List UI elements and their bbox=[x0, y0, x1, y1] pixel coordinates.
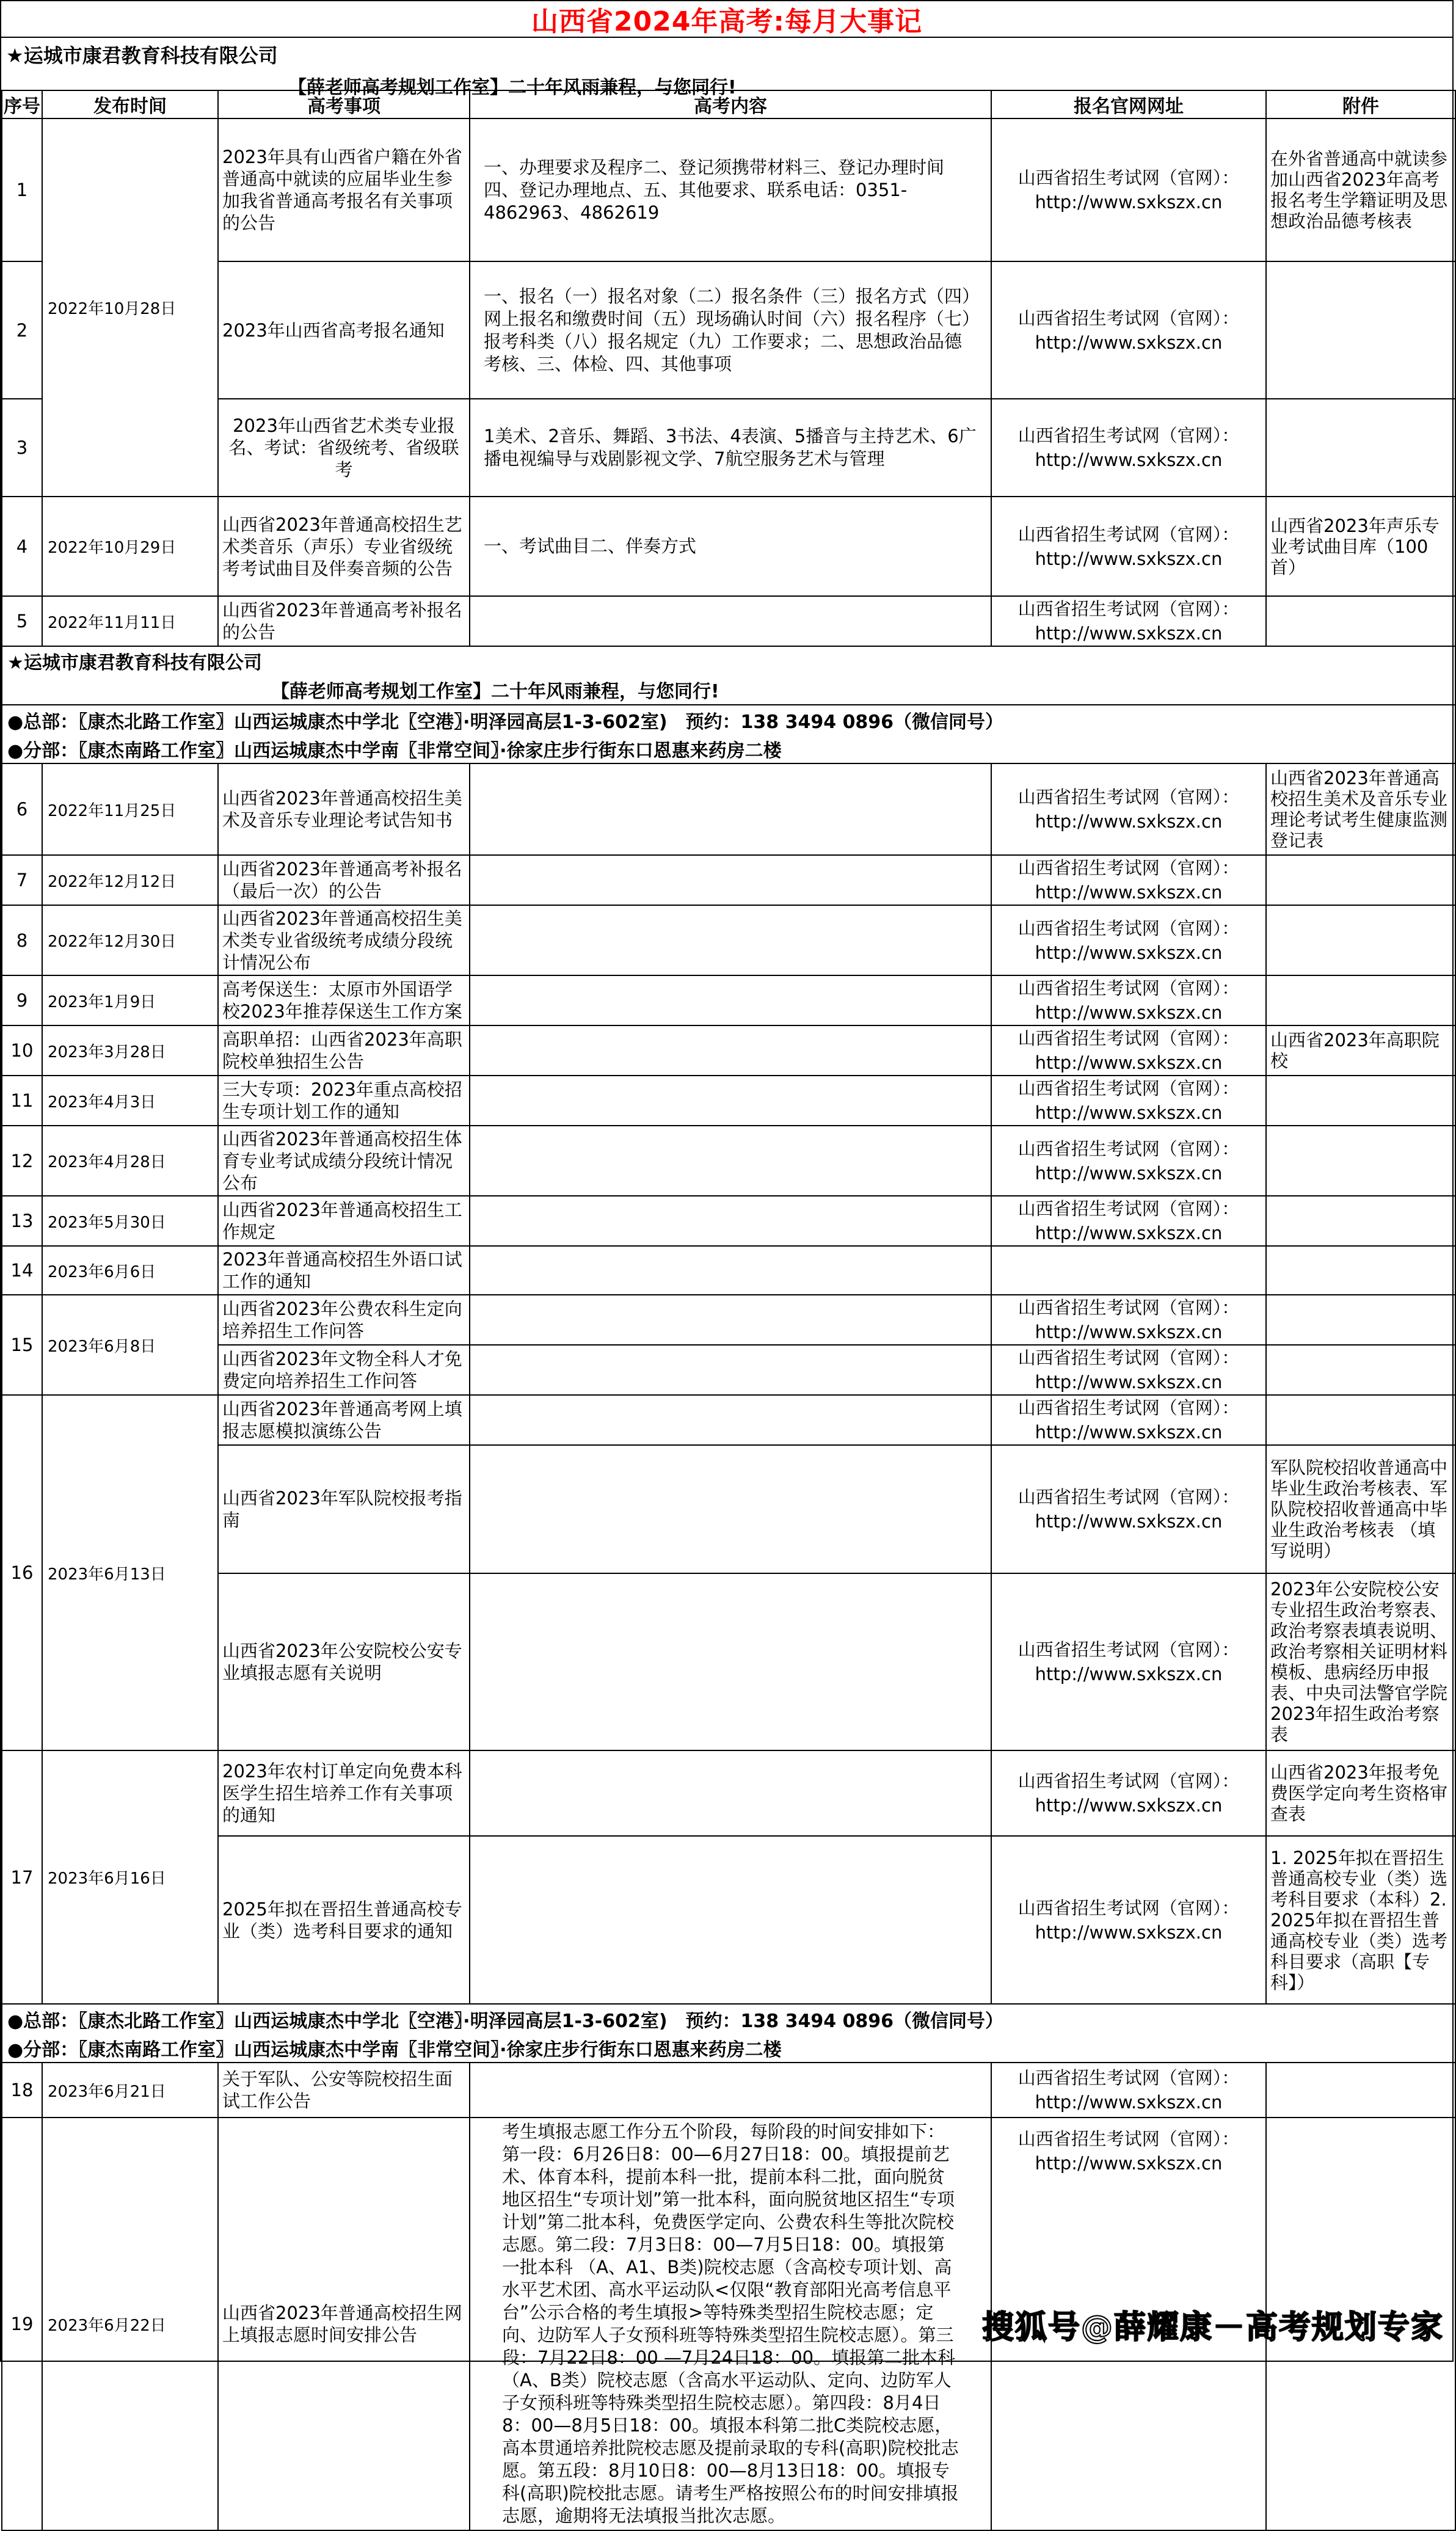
site-name: 山西省招生考试网（官网）： bbox=[1017, 1487, 1240, 1507]
row-no: 8 bbox=[2, 905, 42, 975]
site-cell bbox=[991, 1395, 1266, 1445]
exam-item: 山西省2023年普通高校招生美术及音乐专业理论考试告知书 bbox=[218, 763, 470, 855]
site-url: http://www.sxkszx.cn bbox=[1035, 548, 1223, 569]
col-header-date: 发布时间 bbox=[42, 90, 218, 118]
publish-date: 2023年4月28日 bbox=[42, 1126, 218, 1196]
exam-content bbox=[470, 855, 991, 905]
table-row bbox=[2, 1836, 1455, 2004]
publish-date: 2023年6月22日 bbox=[42, 2118, 218, 2530]
site-cell bbox=[991, 1025, 1266, 1076]
publish-date: 2022年11月11日 bbox=[42, 596, 218, 646]
site-name: 山西省招生考试网（官网）： bbox=[1017, 1347, 1240, 1368]
row-no: 14 bbox=[2, 1246, 42, 1295]
site-url: http://www.sxkszx.cn bbox=[1035, 1162, 1223, 1184]
site-url: http://www.sxkszx.cn bbox=[1035, 450, 1223, 470]
exam-item: 关于军队、公安等院校招生面试工作公告 bbox=[218, 2063, 470, 2118]
banner-row bbox=[2, 2004, 1455, 2063]
attachment: 军队院校招收普通高中毕业生政治考核表、军队院校招收普通高中毕业生政治考核表 （填写说明） bbox=[1266, 1445, 1455, 1573]
exam-item: 三大专项：2023年重点高校招生专项计划工作的通知 bbox=[218, 1076, 470, 1126]
site-cell bbox=[991, 1573, 1266, 1750]
row-no: 19 bbox=[2, 2118, 42, 2530]
site-cell-empty bbox=[991, 1246, 1266, 1295]
exam-item: 山西省2023年军队院校报考指南 bbox=[218, 1445, 470, 1573]
attachment bbox=[1266, 261, 1455, 399]
site-cell bbox=[991, 1196, 1266, 1246]
row-no: 3 bbox=[2, 399, 42, 497]
exam-content bbox=[470, 1836, 991, 2004]
site-cell bbox=[991, 1295, 1266, 1345]
site-cell bbox=[991, 1445, 1266, 1573]
site-cell bbox=[991, 855, 1266, 905]
exam-content: 1美术、2音乐、舞蹈、3书法、4表演、5播音与主持艺术、6广播电视编导与戏剧影视文学、7航空服务艺术与管理 bbox=[470, 399, 991, 497]
col-header-site: 报名官网网址 bbox=[991, 90, 1266, 118]
exam-content bbox=[470, 1295, 991, 1345]
publish-date: 2023年6月8日 bbox=[42, 1295, 218, 1395]
attachment: 山西省2023年声乐专业考试曲目库（100首） bbox=[1266, 497, 1455, 596]
row-no: 10 bbox=[2, 1025, 42, 1076]
site-name: 山西省招生考试网（官网）： bbox=[1017, 307, 1240, 329]
site-name: 山西省招生考试网（官网）： bbox=[1017, 167, 1240, 188]
exam-item: 山西省2023年普通高校招生美术类专业省级统考成绩分段统计情况公布 bbox=[218, 905, 470, 975]
exam-content bbox=[470, 1126, 991, 1196]
exam-item: 山西省2023年公安院校公安专业填报志愿有关说明 bbox=[218, 1573, 470, 1750]
exam-content bbox=[470, 1345, 991, 1395]
site-cell bbox=[991, 905, 1266, 975]
row-no: 1 bbox=[2, 118, 42, 261]
site-name: 山西省招生考试网（官网）： bbox=[1017, 599, 1240, 619]
header-row bbox=[2, 90, 1455, 118]
site-cell bbox=[991, 975, 1266, 1025]
site-cell bbox=[991, 1836, 1266, 2004]
exam-item: 山西省2023年普通高考网上填报志愿模拟演练公告 bbox=[218, 1395, 470, 1445]
site-url: http://www.sxkszx.cn bbox=[1035, 1921, 1223, 1943]
company-name: ★运城市康君教育科技有限公司 bbox=[6, 44, 278, 67]
site-name: 山西省招生考试网（官网）： bbox=[1017, 1078, 1240, 1099]
site-name: 山西省招生考试网（官网）： bbox=[1017, 917, 1240, 939]
mid-banner bbox=[2, 646, 1455, 763]
attachment: 1. 2025年拟在晋招生普通高校专业（类）选考科目要求（本科）2. 2025年拟在晋招生普通高校专业（类）选考科目要求（高职【专科】） bbox=[1266, 1836, 1455, 2004]
exam-item: 2023年具有山西省户籍在外省普通高中就读的应届毕业生参加我省普通高考报名有关事项的公告 bbox=[218, 118, 470, 261]
banner-row bbox=[2, 646, 1455, 763]
exam-content bbox=[470, 1246, 991, 1295]
exam-content bbox=[470, 763, 991, 855]
row-no: 13 bbox=[2, 1196, 42, 1246]
exam-content bbox=[470, 1445, 991, 1573]
publish-date: 2022年12月12日 bbox=[42, 855, 218, 905]
publish-date: 2023年3月28日 bbox=[42, 1025, 218, 1076]
company-name: ★运城市康君教育科技有限公司 bbox=[7, 652, 262, 674]
site-url: http://www.sxkszx.cn bbox=[1035, 1664, 1223, 1684]
workshop-slogan: 【薛老师高考规划工作室】二十年风雨兼程，与您同行! bbox=[2, 675, 1455, 705]
site-cell bbox=[991, 1345, 1266, 1395]
publish-date: 2022年11月25日 bbox=[42, 763, 218, 855]
site-name: 山西省招生考试网（官网）： bbox=[1017, 1639, 1240, 1660]
publish-date: 2023年5月30日 bbox=[42, 1196, 218, 1246]
exam-item: 山西省2023年普通高考补报名（最后一次）的公告 bbox=[218, 855, 470, 905]
exam-item: 山西省2023年普通高校招生工作规定 bbox=[218, 1196, 470, 1246]
site-name: 山西省招生考试网（官网）： bbox=[1017, 1897, 1240, 1918]
row-no: 12 bbox=[2, 1126, 42, 1196]
site-cell bbox=[991, 2063, 1266, 2118]
site-url: http://www.sxkszx.cn bbox=[1035, 2153, 1223, 2174]
site-cell bbox=[991, 118, 1266, 261]
row-no: 7 bbox=[2, 855, 42, 905]
attachment bbox=[1266, 399, 1455, 497]
exam-item: 山西省2023年文物全科人才免费定向培养招生工作问答 bbox=[218, 1345, 470, 1395]
attachment bbox=[1266, 855, 1455, 905]
attachment bbox=[1266, 1126, 1455, 1196]
banner-hq: ●总部：〖康杰北路工作室〗山西运城康杰中学北〖空港〗·明泽园高层1-3-602室) 预约：138 3494 0896（微信同号） bbox=[7, 2011, 1004, 2032]
site-url: http://www.sxkszx.cn bbox=[1035, 811, 1223, 832]
table-row bbox=[2, 261, 1455, 399]
exam-item: 高职单招：山西省2023年高职院校单独招生公告 bbox=[218, 1025, 470, 1076]
site-name: 山西省招生考试网（官网）： bbox=[1017, 1771, 1240, 1791]
site-url: http://www.sxkszx.cn bbox=[1035, 1795, 1223, 1816]
row-no: 5 bbox=[2, 596, 42, 646]
table-row bbox=[2, 1295, 1455, 1345]
exam-item: 山西省2023年普通高校招生体育专业考试成绩分段统计情况公布 bbox=[218, 1126, 470, 1196]
attachment bbox=[1266, 1345, 1455, 1395]
exam-content bbox=[470, 1196, 991, 1246]
exam-content: 考生填报志愿工作分五个阶段，每阶段的时间安排如下：第一段：6月26日8：00—6月27日18：00。填报提前艺术、体育本科，提前本科一批，提前本科二批，面向脱贫地区招生“专项计划”第一批本科，面向脱贫地区招生“专项计划”第二批本科，免费医学定向、公费农科生等批次院校志愿。第二段：7月3日8：00—7月5日18：00。填报第一批本科 （A、A1、B类)院校志愿（含高校专项计划、高水平艺术团、高水平运动队<仅限“教育部阳光高考信息平台”公示合格的考生填报>等特殊类型招生院校志愿；定向、边防军人子女预科班等特殊类型招生院校志愿）。第三段：7月22日8：00 —7月24日18：00。填报第二批本科（A、B类）院校志愿（含高水平运动队、定向、边防军人子女预科班等特殊类型招生院校志愿）。第四段：8月4日8：00—8月5日18：00。填报本科第二批C类院校志愿，高本贯通培养批院校志愿及提前录取的专科(高职)院校批志愿。第五段：8月10日8：00—8月13日18：00。填报专科(高职)院校批志愿。请考生严格按照公布的时间安排填报志愿，逾期将无法填报当批次志愿。 bbox=[470, 2118, 991, 2530]
site-url: http://www.sxkszx.cn bbox=[1035, 1223, 1223, 1244]
site-url: http://www.sxkszx.cn bbox=[1035, 1102, 1223, 1123]
banner-branch: ●分部：〖康杰南路工作室〗山西运城康杰中学南〖非常空间〗·徐家庄步行街东口恩惠来药房二楼 bbox=[7, 2039, 782, 2061]
site-cell bbox=[991, 261, 1266, 399]
table-row bbox=[2, 2063, 1455, 2118]
row-no: 17 bbox=[2, 1750, 42, 2004]
exam-item: 山西省2023年普通高校招生艺术类音乐（声乐）专业省级统考考试曲目及伴奏音频的公告 bbox=[218, 497, 470, 596]
publish-date: 2022年10月29日 bbox=[42, 497, 218, 596]
exam-item: 2023年山西省高考报名通知 bbox=[218, 261, 470, 399]
attachment: 山西省2023年报考免费医学定向考生资格审查表 bbox=[1266, 1750, 1455, 1836]
table-row bbox=[2, 399, 1455, 497]
workshop-slogan: 【薛老师高考规划工作室】二十年风雨兼程，与您同行! bbox=[288, 77, 737, 98]
publish-date: 2022年12月30日 bbox=[42, 905, 218, 975]
attachment bbox=[1266, 596, 1455, 646]
col-header-no: 序号 bbox=[2, 90, 42, 118]
table-row bbox=[2, 1750, 1455, 1836]
exam-item: 山西省2023年普通高校招生网上填报志愿时间安排公告 bbox=[218, 2118, 470, 2530]
exam-content bbox=[470, 975, 991, 1025]
site-name: 山西省招生考试网（官网）： bbox=[1017, 1198, 1240, 1219]
site-name: 山西省招生考试网（官网）： bbox=[1017, 1297, 1240, 1318]
bottom-banner bbox=[2, 2004, 1455, 2063]
site-cell bbox=[991, 1126, 1266, 1196]
site-name: 山西省招生考试网（官网）： bbox=[1017, 425, 1240, 446]
attachment: 在外省普通高中就读参加山西省2023年高考报名考生学籍证明及思想政治品德考核表 bbox=[1266, 118, 1455, 261]
row-no: 4 bbox=[2, 497, 42, 596]
site-cell bbox=[991, 596, 1266, 646]
table-row bbox=[2, 1345, 1455, 1395]
row-no: 16 bbox=[2, 1395, 42, 1750]
attachment bbox=[1266, 905, 1455, 975]
exam-item: 高考保送生：太原市外国语学校2023年推荐保送生工作方案 bbox=[218, 975, 470, 1025]
publish-date: 2023年6月13日 bbox=[42, 1395, 218, 1750]
site-url: http://www.sxkszx.cn bbox=[1035, 1511, 1223, 1532]
attachment bbox=[1266, 2063, 1455, 2118]
site-name: 山西省招生考试网（官网）： bbox=[1017, 858, 1240, 878]
table-row bbox=[2, 118, 1455, 261]
site-name: 山西省招生考试网（官网）： bbox=[1017, 978, 1240, 999]
attachment: 2023年公安院校公安专业招生政治考察表、政治考察表填表说明、政治考察相关证明材料模板、患病经历申报表、中央司法警官学院2023年招生政治考察表 bbox=[1266, 1573, 1455, 1750]
table-row bbox=[2, 1126, 1455, 1196]
attachment bbox=[1266, 975, 1455, 1025]
site-url: http://www.sxkszx.cn bbox=[1035, 1422, 1223, 1443]
site-cell bbox=[991, 1750, 1266, 1836]
site-name: 山西省招生考试网（官网）： bbox=[1017, 1028, 1240, 1049]
row-no: 6 bbox=[2, 763, 42, 855]
publish-date: 2023年6月21日 bbox=[42, 2063, 218, 2118]
exam-item: 山西省2023年公费农科生定向培养招生工作问答 bbox=[218, 1295, 470, 1345]
exam-content bbox=[470, 1025, 991, 1076]
site-cell bbox=[991, 1076, 1266, 1126]
table-row bbox=[2, 763, 1455, 855]
table-row bbox=[2, 1395, 1455, 1445]
exam-content: 一、报名（一）报名对象（二）报名条件（三）报名方式（四）网上报名和缴费时间（五）现场确认时间（六）报名程序（七）报考科类（八）报名规定（九）工作要求；二、思想政治品德考核、三、体检、四、其他事项 bbox=[470, 261, 991, 399]
exam-item: 2025年拟在晋招生普通高校专业（类）选考科目要求的通知 bbox=[218, 1836, 470, 2004]
exam-content bbox=[470, 1395, 991, 1445]
site-url: http://www.sxkszx.cn bbox=[1035, 1052, 1223, 1073]
publish-date: 2023年4月3日 bbox=[42, 1076, 218, 1126]
attachment bbox=[1266, 1395, 1455, 1445]
col-header-attach: 附件 bbox=[1266, 90, 1455, 118]
table-row bbox=[2, 1196, 1455, 1246]
exam-item: 2023年农村订单定向免费本科医学生招生培养工作有关事项的通知 bbox=[218, 1750, 470, 1836]
table-row bbox=[2, 596, 1455, 646]
table-row bbox=[2, 1076, 1455, 1126]
page-title-bar bbox=[1, 1, 1452, 38]
exam-content bbox=[470, 1573, 991, 1750]
table-row bbox=[2, 975, 1455, 1025]
site-name: 山西省招生考试网（官网）： bbox=[1017, 2067, 1240, 2088]
site-url: http://www.sxkszx.cn bbox=[1035, 882, 1223, 903]
page-title: 山西省2024年高考:每月大事记 bbox=[531, 6, 923, 37]
attachment bbox=[1266, 1246, 1455, 1295]
row-no: 15 bbox=[2, 1295, 42, 1395]
exam-content: 一、办理要求及程序二、登记须携带材料三、登记办理时间四、登记办理地点、五、其他要求、联系电话：0351-4862963、4862619 bbox=[470, 118, 991, 261]
site-url: http://www.sxkszx.cn bbox=[1035, 332, 1223, 353]
attachment: 山西省2023年高职院校 bbox=[1266, 1025, 1455, 1076]
exam-content bbox=[470, 1076, 991, 1126]
site-name: 山西省招生考试网（官网）： bbox=[1017, 1397, 1240, 1418]
row-no: 2 bbox=[2, 261, 42, 399]
table-row bbox=[2, 1573, 1455, 1750]
publish-date: 2023年6月16日 bbox=[42, 1750, 218, 2004]
preheader bbox=[1, 38, 1452, 98]
site-cell bbox=[991, 763, 1266, 855]
row-no: 11 bbox=[2, 1076, 42, 1126]
publish-date: 2022年10月28日 bbox=[42, 118, 218, 497]
site-name: 山西省招生考试网（官网）： bbox=[1017, 523, 1240, 545]
row-no: 9 bbox=[2, 975, 42, 1025]
attachment bbox=[1266, 1295, 1455, 1345]
table-row bbox=[2, 497, 1455, 596]
exam-content bbox=[470, 1750, 991, 1836]
col-header-content: 高考内容 bbox=[470, 90, 991, 118]
banner-hq: ●总部：〖康杰北路工作室〗山西运城康杰中学北〖空港〗·明泽园高层1-3-602室) 预约：138 3494 0896（微信同号） bbox=[7, 712, 1004, 733]
site-cell bbox=[991, 497, 1266, 596]
site-url: http://www.sxkszx.cn bbox=[1035, 1372, 1223, 1393]
site-url: http://www.sxkszx.cn bbox=[1035, 1002, 1223, 1023]
table-row bbox=[2, 1246, 1455, 1295]
table-row bbox=[2, 1445, 1455, 1573]
sohu-watermark: 搜狐号@薛耀康－高考规划专家 bbox=[981, 2309, 1444, 2346]
site-name: 山西省招生考试网（官网）： bbox=[1017, 787, 1240, 807]
table-row bbox=[2, 855, 1455, 905]
table-row bbox=[2, 1025, 1455, 1076]
site-url: http://www.sxkszx.cn bbox=[1035, 1322, 1223, 1342]
col-header-item: 高考事项 bbox=[218, 90, 470, 118]
table-row bbox=[2, 905, 1455, 975]
attachment: 山西省2023年普通高校招生美术及音乐专业理论考试考生健康监测登记表 bbox=[1266, 763, 1455, 855]
publish-date: 2023年6月6日 bbox=[42, 1246, 218, 1295]
row-no: 18 bbox=[2, 2063, 42, 2118]
site-url: http://www.sxkszx.cn bbox=[1035, 192, 1223, 213]
exam-content bbox=[470, 905, 991, 975]
site-cell bbox=[991, 399, 1266, 497]
site-name: 山西省招生考试网（官网）： bbox=[1017, 1138, 1240, 1159]
exam-item: 2023年普通高校招生外语口试工作的通知 bbox=[218, 1246, 470, 1295]
exam-content bbox=[470, 596, 991, 646]
exam-content bbox=[470, 2063, 991, 2118]
banner-branch: ●分部：〖康杰南路工作室〗山西运城康杰中学南〖非常空间〗·徐家庄步行街东口恩惠来药房二楼 bbox=[7, 740, 782, 762]
exam-content: 一、考试曲目二、伴奏方式 bbox=[470, 497, 991, 596]
site-url: http://www.sxkszx.cn bbox=[1035, 942, 1223, 963]
events-table bbox=[1, 90, 1456, 2531]
attachment bbox=[1266, 1196, 1455, 1246]
site-url: http://www.sxkszx.cn bbox=[1035, 2092, 1223, 2113]
exam-item: 2023年山西省艺术类专业报名、考试：省级统考、省级联考 bbox=[218, 399, 470, 497]
exam-item: 山西省2023年普通高考补报名的公告 bbox=[218, 596, 470, 646]
site-url: http://www.sxkszx.cn bbox=[1035, 623, 1223, 644]
attachment bbox=[1266, 1076, 1455, 1126]
publish-date: 2023年1月9日 bbox=[42, 975, 218, 1025]
site-name: 山西省招生考试网（官网）： bbox=[1017, 2129, 1240, 2149]
